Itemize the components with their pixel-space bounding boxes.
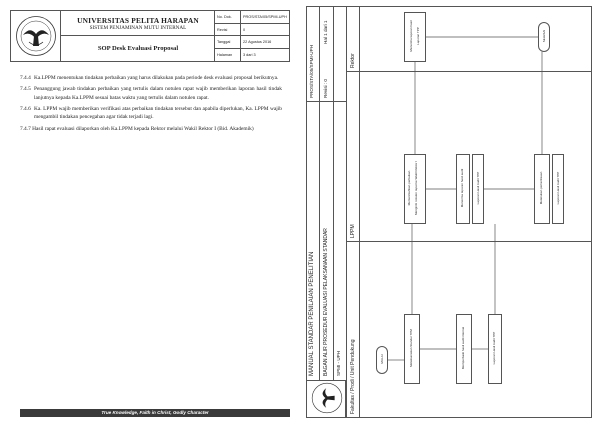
divider (240, 49, 241, 62)
logo-cell (11, 11, 61, 61)
flowchart-page (306, 0, 600, 424)
document-page-right (306, 0, 600, 424)
paragraph-text: Ka.LPPM menentukan tindakan perbaikan yang harus dilakukan pada periode desk evaluasi proposal berikutnya. (34, 75, 279, 81)
meta-key: Revisi (217, 27, 228, 32)
divider (61, 35, 215, 36)
meta-table (215, 11, 290, 61)
paragraph-number: 7.4.6 (20, 105, 31, 112)
document-label: Laporan TPP (416, 27, 420, 45)
paragraph-text: Hasil rapat evaluasi dilaporkan oleh Ka.LPPM kepada Rektor melalui Wakil Rektor I (Bid. Akademik) (32, 125, 254, 132)
meta-key: No. Dok. (217, 15, 232, 19)
document-label: Laporan Hasil Audit TPP (476, 171, 480, 205)
document-label: Laporan Hasil Audit TPP (492, 331, 496, 365)
divider (240, 36, 241, 49)
footer-motto: True Knowledge, Faith in Christ, Godly Character (101, 410, 209, 415)
document-title: SOP Desk Evaluasi Proposal (97, 45, 179, 52)
meta-row-doc-no (215, 11, 290, 24)
flowchart-subtitle: BAGAN ALIR PROSEDUR EVALUASI PELAKSANAAN STANDAR (323, 228, 329, 376)
flowchart-code-right: PROS/STA/05/SPMI-UPH (309, 44, 314, 98)
process-label: Melakukan pemeriksaan (539, 171, 543, 205)
lane-label-lppm: LPPM (350, 224, 356, 238)
system-name: SISTEM PENJAMINAN MUTU INTERNAL (89, 25, 187, 31)
process-label: Memperbaiki hasil audit internal (461, 326, 465, 370)
paragraph-number: 7.4.5 (20, 86, 31, 93)
start-label: MULAI (380, 354, 384, 364)
document-label: Laporan Hasil Audit TPP (556, 171, 560, 205)
paragraph-7-4-7 (20, 125, 282, 133)
footer-bar (20, 409, 290, 417)
paragraph-number: 7.4.4 (20, 75, 31, 81)
meta-row-revision (215, 24, 290, 37)
paragraph-text: Ka. LPPM wajib memberikan verifikasi atas perbaikan tindakan tersebut dan apabila diperlukan, Ka. LPPM wajib mengambil tindakan pencegahan agar tidak terjadi lagi. (34, 105, 282, 121)
process-label: Mengirim notulen rapat ke Wakil Rektor I (414, 160, 418, 216)
paragraph-number: 7.4.7 (20, 125, 31, 132)
process-label: Menerima laporan hasil audit (460, 168, 464, 208)
meta-row-date (215, 36, 290, 49)
procedure-text (20, 74, 282, 136)
document-page-left (0, 0, 296, 424)
meta-value: 22 Agustus 2016 (243, 40, 272, 44)
paragraph-7-4-5 (20, 85, 282, 101)
document-header (10, 10, 290, 62)
meta-row-page (215, 49, 290, 62)
paragraph-text: Penanggung jawab tindakan perbaikan yang tertulis dalam notulen rapat wajib memberikan laporan hasil tindak lanjutnya kepada Ka.LPPM sesuai batas waktu yang tertulis dalam notulen rapat. (34, 86, 282, 101)
flowchart-page-no: Hal 1 dari 1 (323, 20, 328, 44)
flowchart-revision: Revisi : 0 (323, 79, 328, 98)
process-label: Memerintahkan perbaikan (407, 170, 411, 206)
process-label: Melaksanakan Standar TPM (409, 329, 413, 367)
university-logo-icon (15, 15, 57, 57)
flowchart-title: MANUAL STANDAR PENILAIAN PENELITIAN (309, 251, 315, 376)
lane-label-fakultas: Fakultas / Prodi / Unit Pendukung (350, 339, 356, 414)
paragraph-7-4-6 (20, 105, 282, 121)
process-label: Menerima laporan hasil (409, 20, 413, 52)
flowchart-connectors (306, 0, 600, 424)
divider (240, 24, 241, 37)
meta-key: Halaman (217, 52, 233, 57)
meta-key: Tanggal (217, 40, 231, 44)
divider (240, 11, 241, 24)
end-label: SELESAI (542, 29, 546, 43)
university-name: UNIVERSITAS PELITA HARAPAN (77, 16, 199, 25)
flowchart-code-left: SPMI - UPH (336, 350, 341, 376)
meta-value: PROS/STA/05/SPMI-UPH (243, 15, 287, 19)
paragraph-7-4-4 (20, 74, 282, 82)
lane-label-rektor: Rektor (350, 53, 356, 68)
meta-value: 3 dari 3 (243, 52, 256, 57)
meta-value: 0 (243, 27, 246, 32)
title-cell (61, 11, 215, 61)
